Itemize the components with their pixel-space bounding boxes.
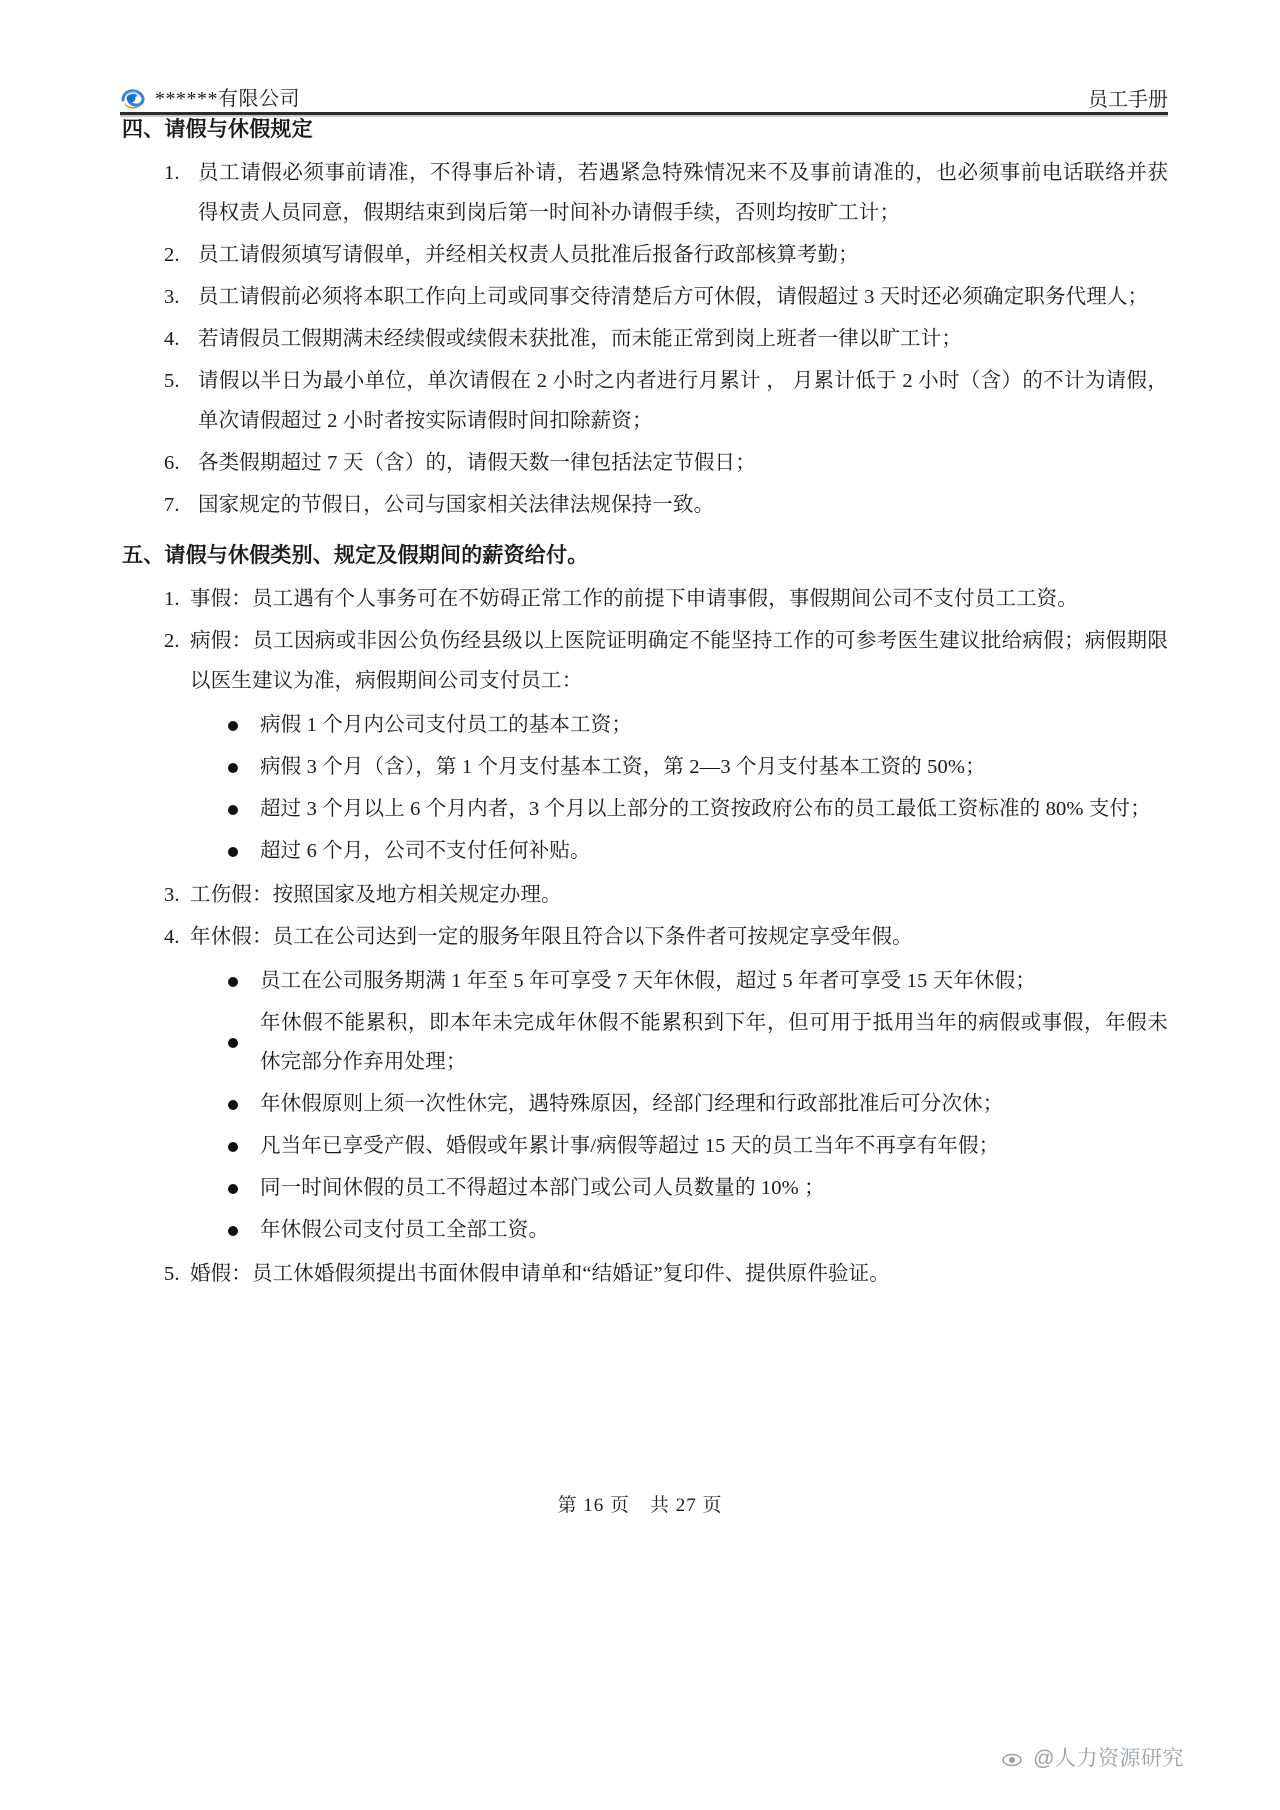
list-marker: 5. xyxy=(164,369,180,392)
weibo-eye-icon xyxy=(1002,1750,1022,1774)
list-marker: 4. xyxy=(164,327,180,350)
bullet-dot-icon xyxy=(228,1226,238,1236)
list-item xyxy=(120,1127,1168,1167)
list-text: 同一时间休假的员工不得超过本部门或公司人员数量的 10% ； xyxy=(260,1177,825,1200)
list-marker: 7. xyxy=(164,493,180,516)
page-number: 第 16 页 共 27 页 xyxy=(557,1495,723,1516)
annual-leave-bullets xyxy=(120,962,1168,1252)
list-item xyxy=(120,278,1168,318)
list-text: 员工在公司服务期满 1 年至 5 年可享受 7 天年休假，超过 5 年者可享受 15 天年休假； xyxy=(260,969,1036,992)
list-item xyxy=(120,320,1168,360)
list-marker: 1. xyxy=(164,162,180,185)
list-text: 超过 6 个月，公司不支付任何补贴。 xyxy=(260,839,591,862)
list-text: 事假：员工遇有个人事务可在不妨碍正常工作的前提下申请事假，事假期间公司不支付员工工资。 xyxy=(190,587,1078,610)
watermark-text: @人力资源研究 xyxy=(1033,1747,1184,1770)
list-marker: 3. xyxy=(164,285,180,308)
list-text: 工伤假：按照国家及地方相关规定办理。 xyxy=(190,883,562,906)
bullet-dot-icon xyxy=(228,1100,238,1110)
page-content xyxy=(120,118,1168,1297)
list-text: 员工请假须填写请假单，并经相关权责人员批准后报备行政部核算考勤； xyxy=(198,243,859,266)
list-item xyxy=(120,1085,1168,1125)
list-marker: 2. xyxy=(164,629,180,652)
section-four-list xyxy=(120,154,1168,526)
bullet-dot-icon xyxy=(228,977,238,987)
list-text: 员工请假必须事前请准，不得事后补请，若遇紧急特殊情况来不及事前请准的，也必须事前电话联络并获得权责人员同意，假期结束到岗后第一时间补办请假手续，否则均按旷工计； xyxy=(198,162,1168,225)
company-name: ******有限公司 xyxy=(155,88,300,110)
list-text: 年休假：员工在公司达到一定的服务年限且符合以下条件者可按规定享受年假。 xyxy=(190,925,913,948)
list-item xyxy=(120,1169,1168,1209)
list-text: 病假 3 个月（含），第 1 个月支付基本工资，第 2—3 个月支付基本工资的 50%； xyxy=(260,755,986,778)
list-item xyxy=(120,1004,1168,1084)
list-item xyxy=(120,622,1168,702)
list-text: 年休假原则上须一次性休完，遇特殊原因，经部门经理和行政部批准后可分次休； xyxy=(260,1093,1004,1116)
list-item xyxy=(120,918,1168,958)
list-text: 若请假员工假期满未经续假或续假未获批准，而未能正常到岗上班者一律以旷工计； xyxy=(198,327,963,350)
bullet-dot-icon xyxy=(228,763,238,773)
list-text: 国家规定的节假日，公司与国家相关法律法规保持一致。 xyxy=(198,493,715,516)
list-marker: 3. xyxy=(164,883,180,906)
section-heading-four: 四、请假与休假规定 xyxy=(122,117,313,141)
list-marker: 5. xyxy=(164,1263,180,1286)
list-text: 凡当年已享受产假、婚假或年累计事/病假等超过 15 天的员工当年不再享有年假； xyxy=(260,1135,1000,1158)
list-item xyxy=(120,748,1168,788)
list-text: 年休假公司支付员工全部工资。 xyxy=(260,1219,550,1242)
list-marker: 2. xyxy=(164,243,180,266)
list-item xyxy=(120,362,1168,442)
bullet-dot-icon xyxy=(228,805,238,815)
list-text: 各类假期超过 7 天（含）的，请假天数一律包括法定节假日； xyxy=(198,451,756,474)
bullet-dot-icon xyxy=(228,1038,238,1048)
list-text: 超过 3 个月以上 6 个月内者，3 个月以上部分的工资按政府公布的员工最低工资标准的 80% 支付； xyxy=(260,797,1151,820)
list-item xyxy=(120,580,1168,620)
list-marker: 1. xyxy=(164,587,180,610)
list-item xyxy=(120,236,1168,276)
page-header xyxy=(120,72,1168,116)
list-item xyxy=(120,876,1168,916)
bullet-dot-icon xyxy=(228,1142,238,1152)
document-title: 员工手册 xyxy=(1088,89,1168,111)
section-heading-five: 五、请假与休假类别、规定及假期间的薪资给付。 xyxy=(122,542,589,567)
company-brand xyxy=(120,88,300,110)
list-item xyxy=(120,1255,1168,1295)
bullet-dot-icon xyxy=(228,1184,238,1194)
bullet-dot-icon xyxy=(228,721,238,731)
sick-leave-bullets xyxy=(120,706,1168,872)
list-item xyxy=(120,486,1168,526)
list-text: 员工请假前必须将本职工作向上司或同事交待清楚后方可休假，请假超过 3 天时还必须确定职务代理人； xyxy=(198,285,1149,308)
list-marker: 6. xyxy=(164,451,180,474)
bullet-dot-icon xyxy=(228,847,238,857)
header-divider xyxy=(120,112,1168,115)
page-footer xyxy=(0,1490,1280,1517)
list-item xyxy=(120,962,1168,1002)
list-text: 病假 1 个月内公司支付员工的基本工资； xyxy=(260,713,632,736)
list-text: 婚假：员工休婚假须提出书面休假申请单和“结婚证”复印件、提供原件验证。 xyxy=(190,1263,890,1286)
section-five-list xyxy=(120,580,1168,1295)
list-text: 请假以半日为最小单位，单次请假在 2 小时之内者进行月累计 ， 月累计低于 2 小时（含）的不计为请假，单次请假超过 2 小时者按实际请假时间扣除薪资； xyxy=(198,369,1168,432)
list-item xyxy=(120,444,1168,484)
list-marker: 4. xyxy=(164,925,180,948)
list-item xyxy=(120,154,1168,234)
list-text: 病假：员工因病或非因公负伤经县级以上医院证明确定不能坚持工作的可参考医生建议批给病假；病假期限以医生建议为准，病假期间公司支付员工： xyxy=(190,629,1168,692)
list-item xyxy=(120,706,1168,746)
watermark xyxy=(1002,1742,1184,1774)
list-item xyxy=(120,790,1168,830)
list-item xyxy=(120,832,1168,872)
list-item xyxy=(120,1211,1168,1251)
list-text: 年休假不能累积，即本年未完成年休假不能累积到下年，但可用于抵用当年的病假或事假，年假未休完部分作弃用处理； xyxy=(260,1011,1168,1074)
globe-swoosh-logo-icon xyxy=(120,88,146,110)
